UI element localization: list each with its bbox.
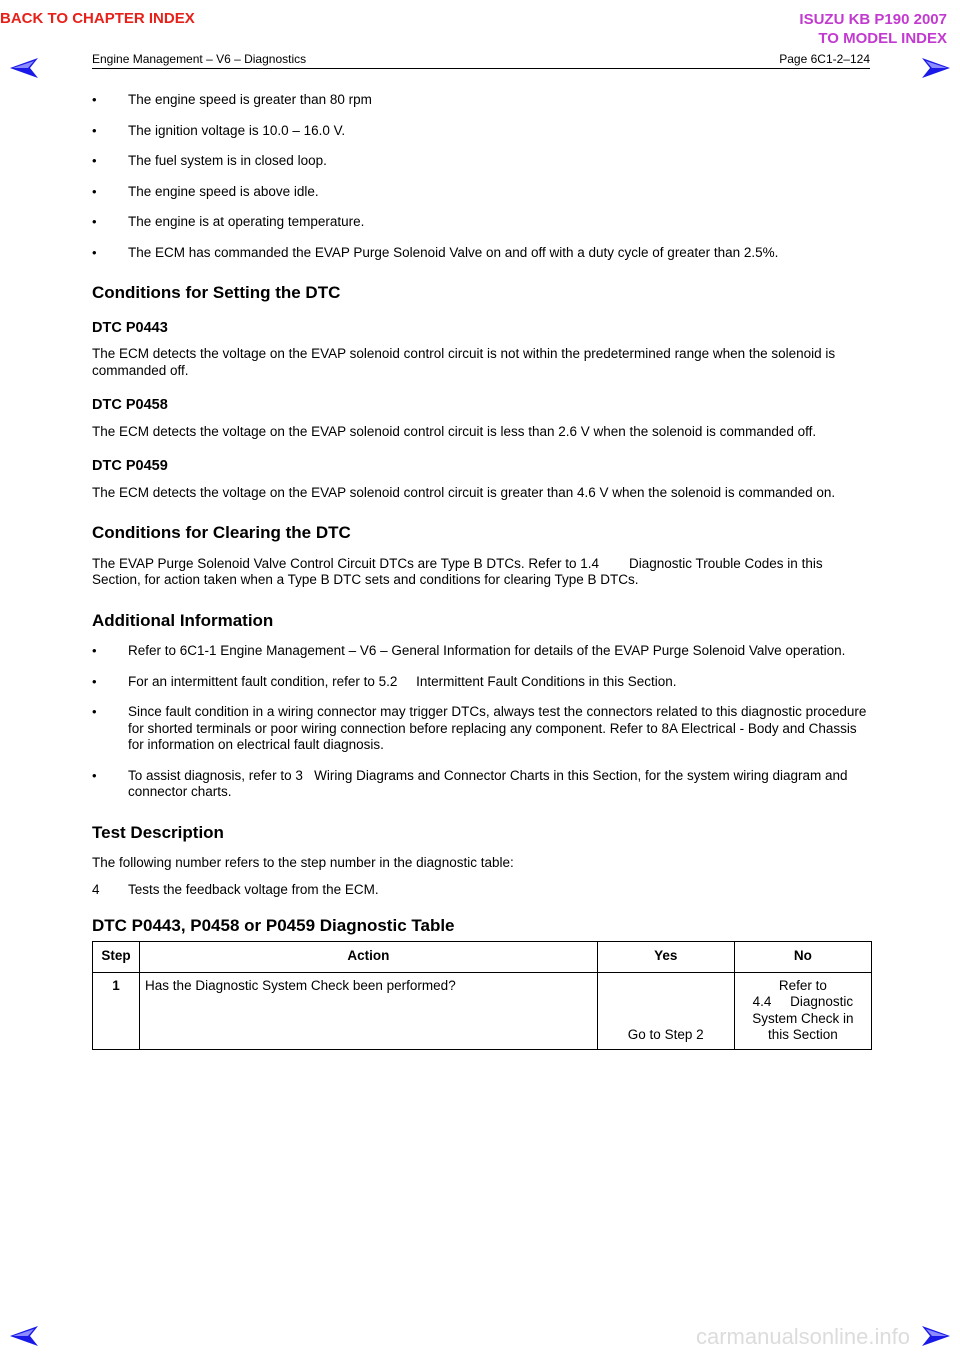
diagnostic-table [92, 941, 872, 1050]
test-step-number: 4 [92, 881, 100, 897]
to-model-index-link[interactable]: TO MODEL INDEX [818, 30, 947, 47]
bullet-item: • The engine is at operating temperature. [92, 214, 872, 231]
dtc-code-heading: DTC P0443 [92, 319, 168, 336]
test-intro: The following number refers to the step number in the diagnostic table: [92, 855, 514, 870]
additional-heading: Additional Information [92, 610, 274, 630]
table-column-header: Step [93, 941, 140, 972]
intro-bullet-list [92, 92, 872, 261]
no-cell-line: System Check in [752, 1010, 854, 1026]
watermark: carmanualsonline.info [695, 1324, 910, 1349]
bullet-item: • Since fault condition in a wiring connector may trigger DTCs, always test the connectors related to this diagnostic procedure for shorted terminals or poor wiring connection before replacing any component. Refer to 8A Electrical - Body and Chassis for information on electrical fault diagnosis. [92, 704, 872, 754]
dtc-condition-text: The ECM detects the voltage on the EVAP solenoid control circuit is less than 2.6 V when the solenoid is commanded off. [92, 423, 817, 439]
back-to-chapter-index-link[interactable]: BACK TO CHAPTER INDEX [0, 10, 195, 27]
prev-page-bottom-arrow-icon[interactable] [10, 1326, 38, 1346]
running-header [92, 52, 870, 69]
bullet-item: • To assist diagnosis, refer to 3 Wiring Diagrams and Connector Charts in this Section, for the system wiring diagram and connector charts. [92, 768, 872, 801]
table-column-header: Yes [597, 941, 734, 972]
clearing-text: The EVAP Purge Solenoid Valve Control Circuit DTCs are Type B DTCs. Refer to 1.4 Diagnostic Trouble Codes in this Section, for action taken when a Type B DTC sets and conditions for clearing Type B DTCs. [92, 555, 827, 587]
table-heading: DTC P0443, P0458 or P0459 Diagnostic Table [92, 916, 455, 935]
bullet-item: • The ignition voltage is 10.0 – 16.0 V. [92, 123, 872, 140]
table-header-row [93, 941, 872, 972]
no-cell-line: 4.4 Diagnostic [752, 994, 854, 1009]
step-cell: 1 [93, 972, 140, 1049]
bullet-item: • Refer to 6C1-1 Engine Management – V6 – General Information for details of the EVAP Purge Solenoid Valve operation. [92, 643, 872, 660]
dtc-code-heading: DTC P0459 [92, 458, 168, 474]
bullet-item: • The fuel system is in closed loop. [92, 153, 872, 170]
prev-page-arrow-icon[interactable] [10, 58, 38, 78]
header-page-number: Page 6C1-2–124 [779, 52, 870, 66]
bullet-item: • The engine speed is above idle. [92, 184, 872, 201]
no-cell-line: Refer to [778, 977, 827, 993]
setting-heading: Conditions for Setting the DTC [92, 283, 341, 302]
test-step [92, 882, 872, 899]
model-title-link[interactable]: ISUZU KB P190 2007 [799, 11, 947, 28]
dtc-setting-list [92, 320, 872, 502]
page-content [92, 92, 872, 1050]
table-column-header: Action [140, 941, 598, 972]
header-section-title: Engine Management – V6 – Diagnostics [92, 52, 307, 66]
dtc-code-heading: DTC P0458 [92, 397, 168, 413]
next-page-bottom-arrow-icon[interactable] [922, 1326, 950, 1346]
table-column-header: No [734, 941, 871, 972]
dtc-condition-text: The ECM detects the voltage on the EVAP solenoid control circuit is greater than 4.6 V when the solenoid is commanded on. [92, 484, 836, 500]
model-index-block [799, 10, 947, 48]
next-page-arrow-icon[interactable] [922, 58, 950, 78]
test-step-text: Tests the feedback voltage from the ECM. [128, 881, 379, 897]
no-cell-line: this Section [768, 1027, 838, 1042]
additional-bullet-list [92, 643, 872, 801]
table-row [93, 972, 872, 1049]
test-heading: Test Description [92, 822, 224, 842]
bullet-item: • For an intermittent fault condition, refer to 5.2 Intermittent Fault Conditions in this Section. [92, 674, 872, 691]
bullet-item: • The ECM has commanded the EVAP Purge Solenoid Valve on and off with a duty cycle of greater than 2.5%. [92, 245, 872, 262]
bullet-item: • The engine speed is greater than 80 rpm [92, 92, 872, 109]
clearing-heading: Conditions for Clearing the DTC [92, 523, 351, 542]
no-cell[interactable] [734, 972, 871, 1049]
action-cell: Has the Diagnostic System Check been performed? [140, 972, 598, 1049]
yes-cell[interactable]: Go to Step 2 [597, 972, 734, 1049]
dtc-condition-text: The ECM detects the voltage on the EVAP solenoid control circuit is not within the predetermined range when the solenoid is commanded off. [92, 346, 836, 378]
